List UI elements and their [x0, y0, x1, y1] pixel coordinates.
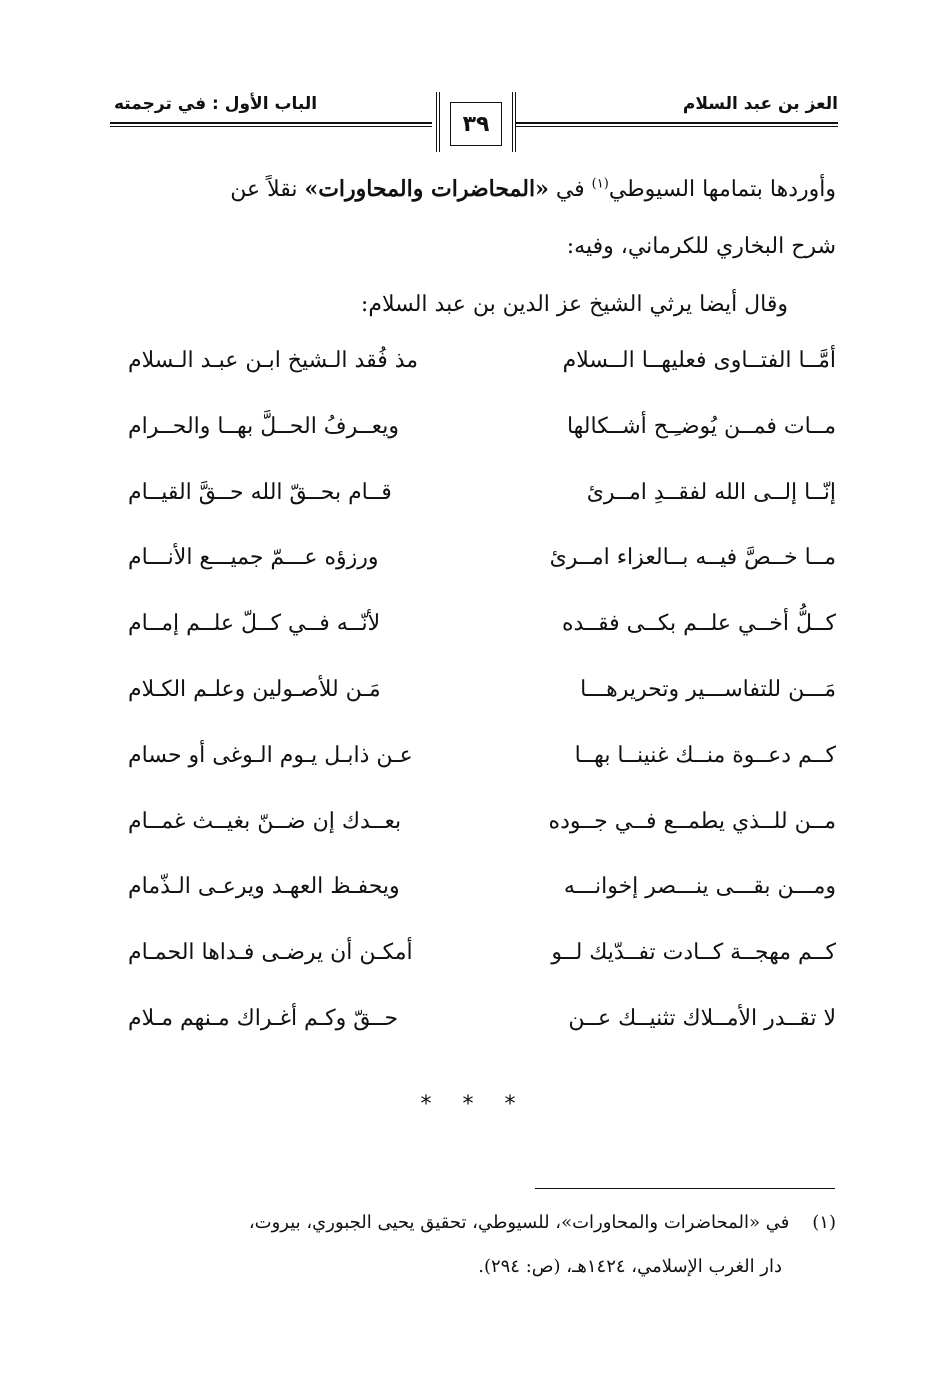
verse-second-hemistich: ورزؤه عـــمّ جميـــع الأنـــام [128, 545, 379, 571]
verse-first-hemistich: ومـــن بقـــى ينـــصر إخوانـــه [563, 874, 836, 900]
footnote-line-1 [116, 1212, 836, 1233]
cited-book-title: «المحاضرات والمحاورات» [304, 176, 549, 202]
verse-second-hemistich: حــقّ وكـم أغـراك مـنهم مـلام [128, 1005, 399, 1031]
verse [128, 480, 836, 546]
intro-text-a: وأوردها بتمامها السيوطي [608, 177, 836, 202]
verse-first-hemistich: مَـــن للتفاســـير وتحريرهـــا [580, 676, 836, 702]
verse [128, 743, 836, 809]
verse [128, 414, 836, 480]
page-number: ٣٩ [450, 102, 502, 146]
footnote-text: في «المحاضرات والمحاورات»، للسيوطي، تحقيق يحيى الجبوري، بيروت، [248, 1212, 790, 1233]
verse [128, 809, 836, 875]
verse-second-hemistich: مَـن للأصـولين وعلـم الكـلام [128, 676, 381, 702]
verse-first-hemistich: كــم دعــوة منــك غنينــا بهــا [574, 742, 836, 768]
verse [128, 677, 836, 743]
intro-line-2: شرح البخاري للكرماني، وفيه: [566, 234, 836, 259]
chapter-title: الباب الأول : في ترجمته [114, 94, 318, 114]
verse-first-hemistich: إنّــا إلــى الله لفقــدِ امــرئ [586, 479, 836, 505]
section-separator: * * * [420, 1092, 528, 1117]
verse-second-hemistich: بعــدك إن ضــنّ بغيــث غمــام [128, 808, 402, 834]
verse-second-hemistich: ويعــرفُ الحــلَّ بهــا والحــرام [128, 413, 400, 439]
verse-first-hemistich: مــا خــصَّ فيــه بــالعزاء امــرئ [549, 545, 836, 571]
verse-first-hemistich: كــلُّ أخــي علــم بكــى فقــده [562, 611, 836, 637]
verse-second-hemistich: ويحفـظ العهـد ويرعـى الـذّمام [128, 874, 400, 900]
verse-second-hemistich: عـن ذابـل يـوم الـوغى أو حسام [128, 742, 413, 768]
verse [128, 1006, 836, 1072]
book-title: العز بن عبد السلام [682, 94, 838, 114]
footnote-line-2: دار الغرب الإسلامي، ١٤٢٤هـ، (ص: ٢٩٤). [478, 1256, 782, 1277]
verse-first-hemistich: مــات فمــن يُوضـِـح أشــكالها [566, 413, 836, 439]
verse-first-hemistich: لا تقــدر الأمــلاك تثنيــك عــن [568, 1005, 836, 1031]
footnote-rule [535, 1188, 835, 1189]
verse-second-hemistich: أمكـن أن يرضـى فـداها الحمـام [128, 940, 413, 966]
verse [128, 611, 836, 677]
header-rule-right [516, 122, 838, 127]
running-header [110, 88, 838, 160]
footnote-ref: (١) [591, 176, 609, 192]
verse [128, 545, 836, 611]
intro-line-1 [116, 176, 836, 202]
verse-first-hemistich: كــم مهجــة كــادت تفــدّيك لــو [551, 940, 836, 966]
verse-second-hemistich: قــام بحــقّ الله حــقَّ القيــام [128, 479, 392, 505]
verse [128, 348, 836, 414]
verse-first-hemistich: مــن للــذي يطمــع فــي جــوده [548, 808, 836, 834]
header-rule-left [110, 122, 432, 127]
intro-text-c: نقلاً عن [230, 177, 305, 202]
page-number-box [436, 92, 516, 152]
verse [128, 874, 836, 940]
footnote-number: (١) [812, 1212, 836, 1233]
intro-text-b: في [548, 177, 592, 202]
verse [128, 940, 836, 1006]
poem [128, 348, 836, 1072]
verse-second-hemistich: لأنّــه فــي كــلّ علــم إمــام [128, 611, 381, 637]
verse-second-hemistich: مذ فُقد الـشيخ ابـن عبـد الـسلام [128, 348, 419, 373]
verse-first-hemistich: أمَّــا الفتــاوى فعليهــا الــسلام [562, 348, 836, 373]
intro-line-3: وقال أيضا يرثي الشيخ عز الدين بن عبد السلام: [360, 292, 788, 317]
